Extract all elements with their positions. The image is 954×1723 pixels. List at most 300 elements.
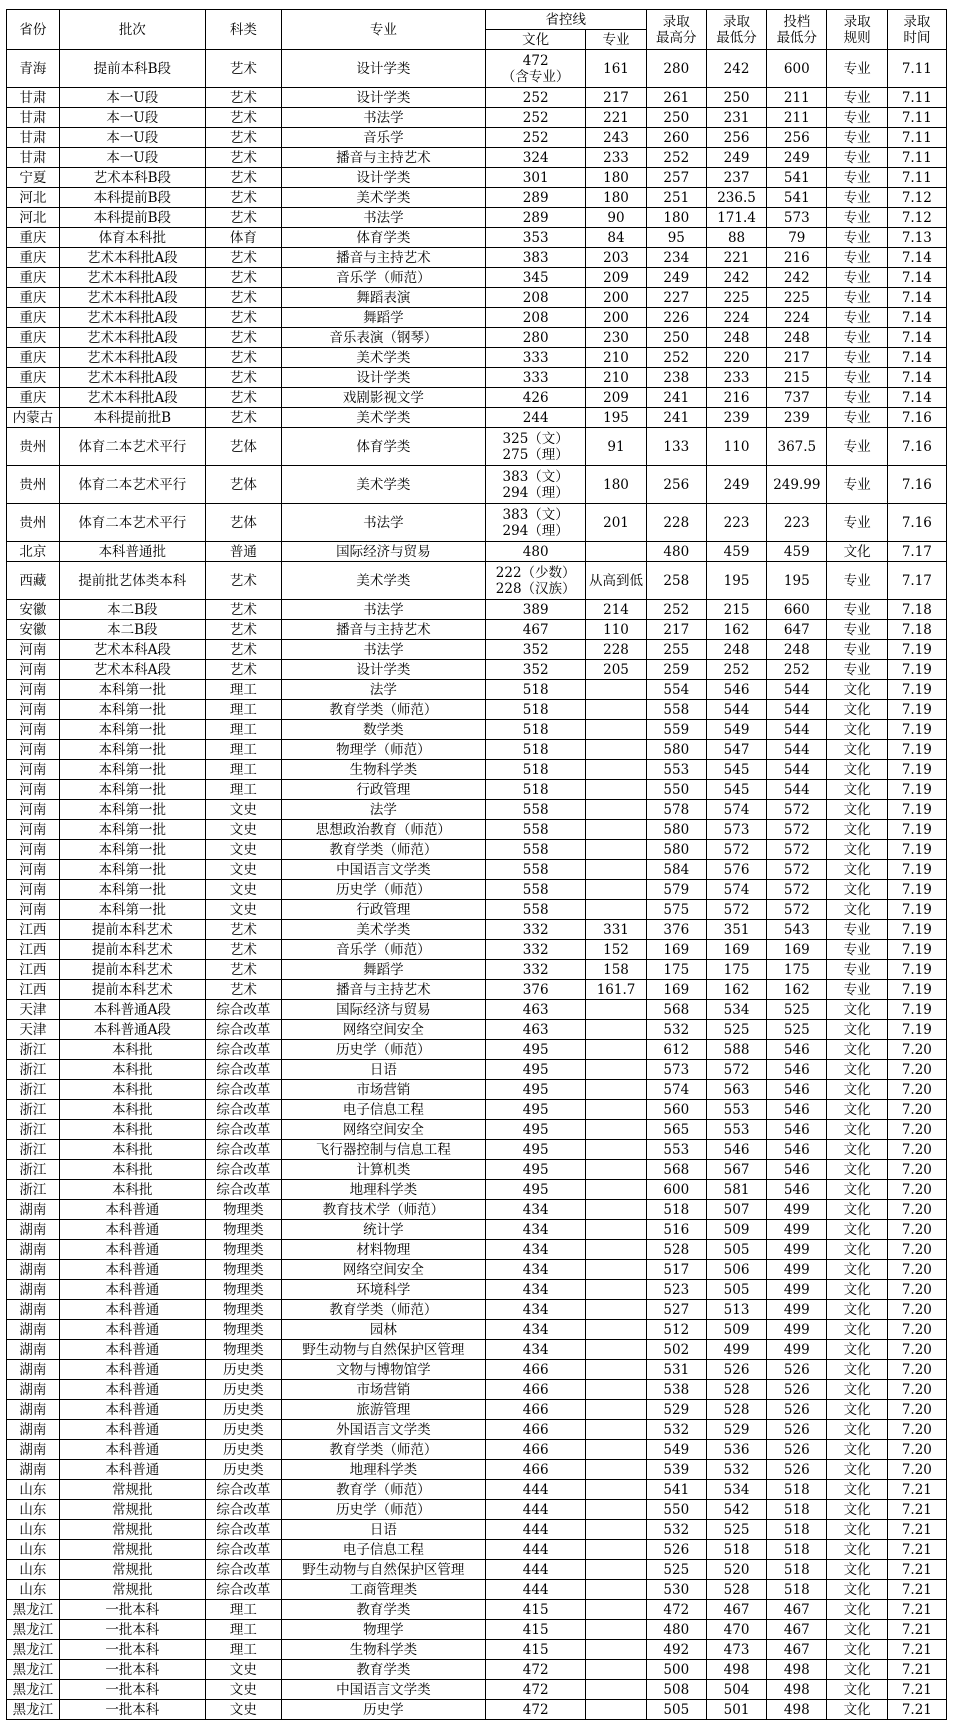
cell-rule: 文化 — [827, 1040, 887, 1060]
cell-category: 艺术 — [205, 980, 281, 1000]
cell-control-wenhua: 518 — [485, 680, 585, 700]
cell-time: 7.21 — [887, 1700, 946, 1720]
cell-batch: 一批本科 — [59, 1620, 205, 1640]
cell-control-zhuanye: 201 — [586, 504, 646, 542]
cell-major: 设计学类 — [281, 168, 485, 188]
cell-control-zhuanye: 230 — [586, 328, 646, 348]
cell-province: 重庆 — [7, 308, 60, 328]
cell-control-zhuanye — [586, 1100, 646, 1120]
cell-major: 教育学类（师范） — [281, 1300, 485, 1320]
table-row — [7, 720, 947, 740]
cell-time: 7.14 — [887, 328, 946, 348]
cell-major: 国际经济与贸易 — [281, 1000, 485, 1020]
cell-major: 舞蹈学 — [281, 308, 485, 328]
cell-province: 湖南 — [7, 1440, 60, 1460]
cell-major: 中国语言文学类 — [281, 1680, 485, 1700]
cell-control-zhuanye — [586, 1140, 646, 1160]
table-row — [7, 1460, 947, 1480]
cell-category: 物理类 — [205, 1300, 281, 1320]
cell-major: 生物科学类 — [281, 1640, 485, 1660]
cell-major: 音乐学 — [281, 128, 485, 148]
cell-major: 体育学类 — [281, 428, 485, 466]
cell-max-score: 500 — [646, 1660, 706, 1680]
cell-control-zhuanye: 161.7 — [586, 980, 646, 1000]
cell-category: 艺体 — [205, 428, 281, 466]
cell-max-score: 532 — [646, 1020, 706, 1040]
cell-category: 综合改革 — [205, 1540, 281, 1560]
cell-province: 湖南 — [7, 1380, 60, 1400]
cell-min-score: 581 — [706, 1180, 766, 1200]
cell-batch: 本科普通批 — [59, 542, 205, 562]
cell-min-score: 553 — [706, 1120, 766, 1140]
cell-time: 7.17 — [887, 542, 946, 562]
cell-rule: 专业 — [827, 248, 887, 268]
cell-max-score: 580 — [646, 840, 706, 860]
cell-category: 艺术 — [205, 940, 281, 960]
cell-category: 艺体 — [205, 504, 281, 542]
cell-control-zhuanye — [586, 1420, 646, 1440]
cell-batch: 提前本科艺术 — [59, 920, 205, 940]
cell-batch: 本一U段 — [59, 108, 205, 128]
cell-time: 7.21 — [887, 1480, 946, 1500]
cell-category: 文史 — [205, 1660, 281, 1680]
cell-toudang-min: 737 — [767, 388, 827, 408]
cell-time: 7.19 — [887, 900, 946, 920]
cell-category: 艺术 — [205, 562, 281, 600]
cell-province: 重庆 — [7, 368, 60, 388]
cell-batch: 常规批 — [59, 1480, 205, 1500]
cell-batch: 本科普通 — [59, 1280, 205, 1300]
header-control-zhuanye: 专业 — [586, 30, 646, 50]
cell-category: 艺术 — [205, 368, 281, 388]
cell-category: 文史 — [205, 880, 281, 900]
cell-toudang-min: 600 — [767, 50, 827, 88]
cell-rule: 文化 — [827, 1000, 887, 1020]
cell-province: 山东 — [7, 1520, 60, 1540]
cell-province: 江西 — [7, 920, 60, 940]
cell-category: 综合改革 — [205, 1040, 281, 1060]
cell-province: 重庆 — [7, 388, 60, 408]
cell-control-zhuanye — [586, 800, 646, 820]
cell-min-score: 542 — [706, 1500, 766, 1520]
cell-max-score: 553 — [646, 760, 706, 780]
cell-province: 贵州 — [7, 428, 60, 466]
cell-time: 7.19 — [887, 1000, 946, 1020]
cell-category: 物理类 — [205, 1340, 281, 1360]
cell-batch: 本科普通 — [59, 1420, 205, 1440]
cell-control-wenhua: 467 — [485, 620, 585, 640]
cell-province: 湖南 — [7, 1360, 60, 1380]
table-row — [7, 1300, 947, 1320]
cell-province: 重庆 — [7, 328, 60, 348]
cell-time: 7.20 — [887, 1080, 946, 1100]
cell-province: 内蒙古 — [7, 408, 60, 428]
cell-control-wenhua: 466 — [485, 1440, 585, 1460]
cell-min-score: 501 — [706, 1700, 766, 1720]
cell-toudang-min: 572 — [767, 900, 827, 920]
cell-max-score: 250 — [646, 328, 706, 348]
cell-toudang-min: 526 — [767, 1380, 827, 1400]
cell-toudang-min: 518 — [767, 1580, 827, 1600]
cell-batch: 本科普通A段 — [59, 1000, 205, 1020]
cell-major: 野生动物与自然保护区管理 — [281, 1340, 485, 1360]
cell-time: 7.20 — [887, 1440, 946, 1460]
cell-toudang-min: 541 — [767, 168, 827, 188]
cell-rule: 专业 — [827, 940, 887, 960]
cell-rule: 文化 — [827, 780, 887, 800]
cell-time: 7.21 — [887, 1600, 946, 1620]
cell-control-zhuanye — [586, 700, 646, 720]
cell-rule: 专业 — [827, 168, 887, 188]
cell-rule: 专业 — [827, 228, 887, 248]
cell-time: 7.14 — [887, 248, 946, 268]
cell-rule: 专业 — [827, 920, 887, 940]
cell-control-wenhua: 434 — [485, 1260, 585, 1280]
cell-category: 综合改革 — [205, 1080, 281, 1100]
cell-category: 艺术 — [205, 268, 281, 288]
cell-min-score: 470 — [706, 1620, 766, 1640]
cell-province: 黑龙江 — [7, 1600, 60, 1620]
cell-rule: 文化 — [827, 1280, 887, 1300]
cell-control-zhuanye — [586, 1400, 646, 1420]
cell-time: 7.21 — [887, 1640, 946, 1660]
table-row — [7, 660, 947, 680]
cell-time: 7.19 — [887, 780, 946, 800]
cell-control-zhuanye — [586, 1160, 646, 1180]
cell-control-zhuanye — [586, 1500, 646, 1520]
cell-max-score: 532 — [646, 1520, 706, 1540]
table-row — [7, 1400, 947, 1420]
cell-category: 普通 — [205, 542, 281, 562]
cell-province: 河南 — [7, 660, 60, 680]
cell-province: 湖南 — [7, 1220, 60, 1240]
cell-toudang-min: 544 — [767, 720, 827, 740]
cell-toudang-min: 225 — [767, 288, 827, 308]
cell-max-score: 526 — [646, 1540, 706, 1560]
table-row — [7, 248, 947, 268]
cell-rule: 文化 — [827, 800, 887, 820]
cell-time: 7.20 — [887, 1300, 946, 1320]
cell-province: 贵州 — [7, 466, 60, 504]
cell-category: 艺术 — [205, 208, 281, 228]
cell-category: 艺术 — [205, 960, 281, 980]
cell-category: 物理类 — [205, 1320, 281, 1340]
cell-time: 7.16 — [887, 466, 946, 504]
cell-control-wenhua: 558 — [485, 860, 585, 880]
cell-province: 浙江 — [7, 1060, 60, 1080]
cell-time: 7.21 — [887, 1520, 946, 1540]
cell-rule: 文化 — [827, 700, 887, 720]
cell-toudang-min: 572 — [767, 800, 827, 820]
cell-control-zhuanye: 243 — [586, 128, 646, 148]
cell-major: 统计学 — [281, 1220, 485, 1240]
cell-rule: 文化 — [827, 1320, 887, 1340]
cell-min-score: 162 — [706, 980, 766, 1000]
table-row — [7, 820, 947, 840]
cell-min-score: 220 — [706, 348, 766, 368]
cell-province: 山东 — [7, 1580, 60, 1600]
cell-control-wenhua: 389 — [485, 600, 585, 620]
cell-min-score: 505 — [706, 1280, 766, 1300]
cell-min-score: 546 — [706, 1140, 766, 1160]
cell-batch: 体育本科批 — [59, 228, 205, 248]
cell-toudang-min: 195 — [767, 562, 827, 600]
cell-category: 综合改革 — [205, 1020, 281, 1040]
cell-control-wenhua: 472 — [485, 1700, 585, 1720]
cell-batch: 本科普通 — [59, 1380, 205, 1400]
table-row — [7, 1040, 947, 1060]
table-row — [7, 1260, 947, 1280]
cell-rule: 文化 — [827, 1060, 887, 1080]
cell-control-zhuanye — [586, 1300, 646, 1320]
table-row — [7, 700, 947, 720]
table-row — [7, 800, 947, 820]
cell-max-score: 560 — [646, 1100, 706, 1120]
cell-rule: 文化 — [827, 720, 887, 740]
table-row — [7, 542, 947, 562]
cell-control-wenhua: 353 — [485, 228, 585, 248]
cell-category: 艺术 — [205, 50, 281, 88]
cell-major: 美术学类 — [281, 466, 485, 504]
cell-time: 7.19 — [887, 1020, 946, 1040]
cell-major: 音乐学（师范） — [281, 940, 485, 960]
cell-province: 宁夏 — [7, 168, 60, 188]
table-row — [7, 428, 947, 466]
cell-batch: 本科第一批 — [59, 840, 205, 860]
cell-category: 文史 — [205, 900, 281, 920]
cell-control-wenhua: 333 — [485, 348, 585, 368]
table-row — [7, 1380, 947, 1400]
cell-control-wenhua: 415 — [485, 1600, 585, 1620]
table-row — [7, 1680, 947, 1700]
cell-max-score: 554 — [646, 680, 706, 700]
cell-rule: 文化 — [827, 1680, 887, 1700]
cell-control-zhuanye — [586, 1700, 646, 1720]
cell-time: 7.14 — [887, 268, 946, 288]
cell-province: 重庆 — [7, 228, 60, 248]
cell-min-score: 549 — [706, 720, 766, 740]
cell-rule: 文化 — [827, 1200, 887, 1220]
cell-batch: 本科第一批 — [59, 860, 205, 880]
cell-major: 美术学类 — [281, 348, 485, 368]
admission-table-container — [6, 9, 947, 1720]
cell-control-wenhua: 495 — [485, 1060, 585, 1080]
cell-major: 设计学类 — [281, 50, 485, 88]
cell-control-wenhua: 383（文） 294（理） — [485, 466, 585, 504]
cell-category: 历史类 — [205, 1420, 281, 1440]
cell-min-score: 216 — [706, 388, 766, 408]
cell-major: 设计学类 — [281, 368, 485, 388]
cell-province: 浙江 — [7, 1180, 60, 1200]
cell-province: 湖南 — [7, 1280, 60, 1300]
cell-major: 外国语言文学类 — [281, 1420, 485, 1440]
cell-rule: 文化 — [827, 1480, 887, 1500]
header-toudang-min: 投档 最低分 — [767, 10, 827, 50]
cell-province: 河南 — [7, 780, 60, 800]
table-row — [7, 188, 947, 208]
cell-time: 7.14 — [887, 388, 946, 408]
cell-control-zhuanye: 195 — [586, 408, 646, 428]
cell-batch: 本科普通 — [59, 1320, 205, 1340]
table-row — [7, 368, 947, 388]
cell-control-wenhua: 332 — [485, 940, 585, 960]
cell-min-score: 250 — [706, 88, 766, 108]
cell-control-wenhua: 222（少数） 228（汉族） — [485, 562, 585, 600]
cell-category: 艺术 — [205, 408, 281, 428]
cell-control-zhuanye: 110 — [586, 620, 646, 640]
cell-min-score: 520 — [706, 1560, 766, 1580]
cell-major: 行政管理 — [281, 900, 485, 920]
cell-toudang-min: 499 — [767, 1280, 827, 1300]
cell-province: 山东 — [7, 1540, 60, 1560]
cell-time: 7.20 — [887, 1100, 946, 1120]
table-body — [7, 50, 947, 1720]
cell-major: 网络空间安全 — [281, 1260, 485, 1280]
cell-control-wenhua: 518 — [485, 780, 585, 800]
cell-max-score: 553 — [646, 1140, 706, 1160]
cell-control-zhuanye: 228 — [586, 640, 646, 660]
cell-control-zhuanye — [586, 1180, 646, 1200]
table-row — [7, 148, 947, 168]
cell-major: 戏剧影视文学 — [281, 388, 485, 408]
table-row — [7, 600, 947, 620]
cell-province: 安徽 — [7, 600, 60, 620]
cell-control-wenhua: 208 — [485, 308, 585, 328]
cell-province: 天津 — [7, 1020, 60, 1040]
cell-major: 设计学类 — [281, 88, 485, 108]
cell-category: 理工 — [205, 1620, 281, 1640]
cell-toudang-min: 248 — [767, 640, 827, 660]
cell-max-score: 175 — [646, 960, 706, 980]
cell-toudang-min: 223 — [767, 504, 827, 542]
header-time: 录取 时间 — [887, 10, 946, 50]
cell-rule: 文化 — [827, 1420, 887, 1440]
cell-max-score: 532 — [646, 1420, 706, 1440]
table-row — [7, 268, 947, 288]
cell-province: 山东 — [7, 1500, 60, 1520]
cell-major: 地理科学类 — [281, 1460, 485, 1480]
cell-max-score: 517 — [646, 1260, 706, 1280]
cell-min-score: 528 — [706, 1400, 766, 1420]
cell-category: 文史 — [205, 840, 281, 860]
cell-time: 7.21 — [887, 1580, 946, 1600]
cell-province: 黑龙江 — [7, 1640, 60, 1660]
cell-province: 湖南 — [7, 1260, 60, 1280]
cell-batch: 本科普通 — [59, 1260, 205, 1280]
cell-category: 物理类 — [205, 1280, 281, 1300]
cell-toudang-min: 499 — [767, 1200, 827, 1220]
cell-time: 7.11 — [887, 128, 946, 148]
cell-rule: 专业 — [827, 148, 887, 168]
cell-batch: 本二B段 — [59, 600, 205, 620]
cell-min-score: 513 — [706, 1300, 766, 1320]
cell-control-zhuanye — [586, 1220, 646, 1240]
cell-batch: 本科普通A段 — [59, 1020, 205, 1040]
cell-rule: 文化 — [827, 1620, 887, 1640]
table-row — [7, 1240, 947, 1260]
table-row — [7, 780, 947, 800]
cell-max-score: 502 — [646, 1340, 706, 1360]
cell-min-score: 249 — [706, 148, 766, 168]
cell-max-score: 518 — [646, 1200, 706, 1220]
cell-time: 7.19 — [887, 960, 946, 980]
cell-control-zhuanye — [586, 1240, 646, 1260]
cell-category: 综合改革 — [205, 1560, 281, 1580]
cell-major: 播音与主持艺术 — [281, 248, 485, 268]
cell-category: 历史类 — [205, 1440, 281, 1460]
cell-time: 7.21 — [887, 1660, 946, 1680]
table-row — [7, 504, 947, 542]
cell-major: 美术学类 — [281, 562, 485, 600]
table-row — [7, 620, 947, 640]
cell-toudang-min: 525 — [767, 1020, 827, 1040]
cell-province: 江西 — [7, 940, 60, 960]
cell-batch: 本科第一批 — [59, 720, 205, 740]
cell-major: 设计学类 — [281, 660, 485, 680]
cell-major: 计算机类 — [281, 1160, 485, 1180]
header-province: 省份 — [7, 10, 60, 50]
cell-category: 艺术 — [205, 108, 281, 128]
cell-category: 综合改革 — [205, 1120, 281, 1140]
cell-category: 文史 — [205, 1680, 281, 1700]
cell-batch: 一批本科 — [59, 1640, 205, 1660]
cell-rule: 文化 — [827, 860, 887, 880]
cell-toudang-min: 544 — [767, 700, 827, 720]
cell-min-score: 242 — [706, 50, 766, 88]
cell-province: 湖南 — [7, 1320, 60, 1340]
table-row — [7, 1020, 947, 1040]
cell-toudang-min: 518 — [767, 1540, 827, 1560]
cell-toudang-min: 79 — [767, 228, 827, 248]
cell-control-zhuanye: 221 — [586, 108, 646, 128]
cell-max-score: 217 — [646, 620, 706, 640]
cell-control-wenhua: 325（文） 275（理） — [485, 428, 585, 466]
table-row — [7, 1140, 947, 1160]
cell-toudang-min: 217 — [767, 348, 827, 368]
cell-rule: 文化 — [827, 1220, 887, 1240]
cell-toudang-min: 526 — [767, 1360, 827, 1380]
cell-province: 重庆 — [7, 248, 60, 268]
cell-major: 物理学 — [281, 1620, 485, 1640]
cell-control-zhuanye: 91 — [586, 428, 646, 466]
cell-min-score: 171.4 — [706, 208, 766, 228]
cell-toudang-min: 256 — [767, 128, 827, 148]
cell-major: 历史学 — [281, 1700, 485, 1720]
cell-batch: 本科第一批 — [59, 740, 205, 760]
header-category: 科类 — [205, 10, 281, 50]
table-row — [7, 328, 947, 348]
cell-control-zhuanye — [586, 680, 646, 700]
cell-max-score: 568 — [646, 1160, 706, 1180]
cell-control-zhuanye — [586, 740, 646, 760]
cell-rule: 文化 — [827, 1020, 887, 1040]
cell-major: 思想政治教育（师范） — [281, 820, 485, 840]
cell-category: 综合改革 — [205, 1060, 281, 1080]
cell-control-zhuanye: 210 — [586, 368, 646, 388]
cell-rule: 文化 — [827, 1400, 887, 1420]
cell-category: 综合改革 — [205, 1480, 281, 1500]
table-row — [7, 1220, 947, 1240]
cell-min-score: 572 — [706, 900, 766, 920]
cell-control-wenhua: 518 — [485, 760, 585, 780]
cell-min-score: 574 — [706, 800, 766, 820]
cell-batch: 本一U段 — [59, 88, 205, 108]
cell-max-score: 255 — [646, 640, 706, 660]
table-row — [7, 1000, 947, 1020]
cell-category: 艺术 — [205, 168, 281, 188]
cell-time: 7.11 — [887, 148, 946, 168]
cell-rule: 专业 — [827, 960, 887, 980]
